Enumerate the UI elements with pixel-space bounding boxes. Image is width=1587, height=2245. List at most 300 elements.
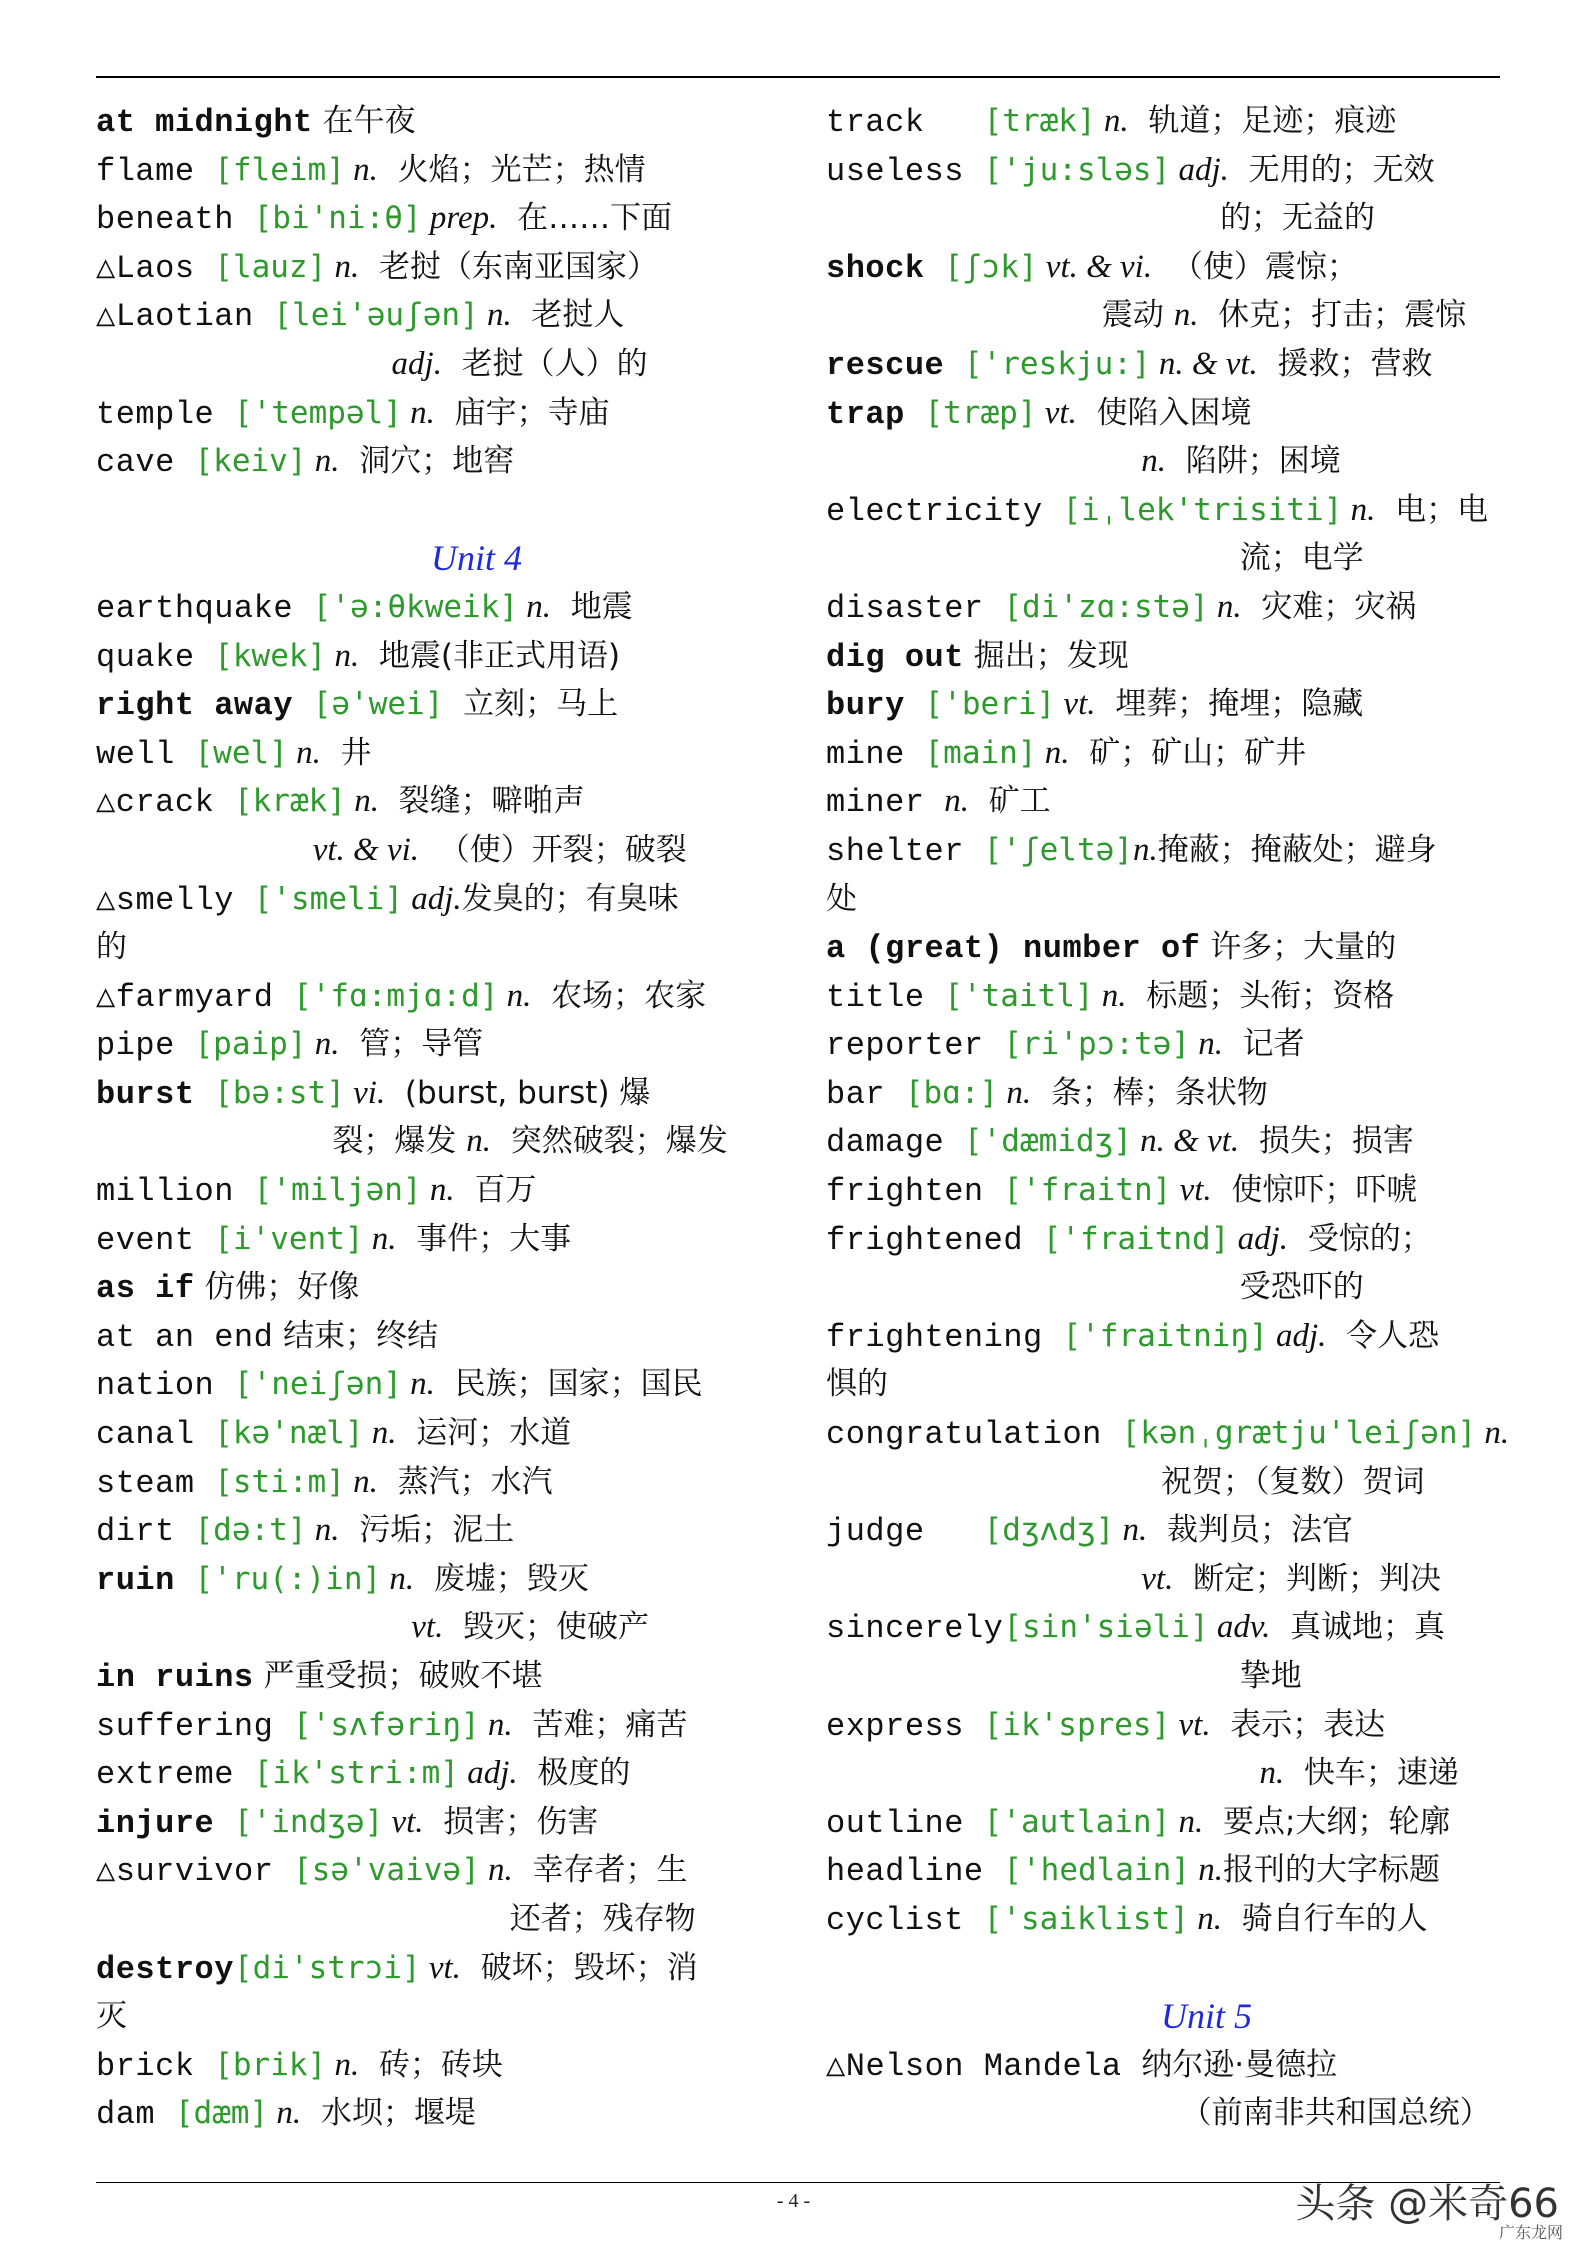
entry-line <box>96 1312 776 1361</box>
headword: shelter <box>826 832 984 870</box>
definition: 老挝（东南亚国家） <box>359 248 658 285</box>
headword: dirt <box>96 1513 195 1551</box>
headword-bold: in ruins <box>96 1659 254 1696</box>
part-of-speech: n. <box>1259 1755 1285 1792</box>
part-of-speech: n. <box>518 588 552 625</box>
phonetic: ['neiʃən] <box>233 1366 402 1403</box>
part-of-speech: adj. <box>1229 1220 1289 1257</box>
definition: (burst, burst) 爆 <box>385 1074 651 1111</box>
definition: 管；导管 <box>339 1026 484 1063</box>
headword: steam <box>96 1464 215 1502</box>
entry-line <box>826 486 1506 535</box>
definition: 援救；营救 <box>1257 345 1433 382</box>
phonetic: [də:t] <box>194 1512 307 1549</box>
part-of-speech: vt. <box>1055 686 1096 723</box>
definition: 掘出；发现 <box>963 637 1129 674</box>
headword-bold: injure <box>96 1804 234 1842</box>
entry-line <box>826 680 1506 729</box>
entry-line <box>96 1846 776 1895</box>
entry-line <box>96 1798 776 1847</box>
entry-line <box>826 632 1506 681</box>
definition: 矿工 <box>968 783 1051 820</box>
phonetic: ['smeli] <box>253 880 403 917</box>
entry-line <box>96 243 776 292</box>
entry-line <box>826 194 1506 243</box>
entry-line <box>96 972 776 1021</box>
definition: 毁灭；使破产 <box>443 1609 650 1646</box>
entry-line <box>826 729 1506 778</box>
headword: cave <box>96 444 195 482</box>
headword: frighten <box>826 1173 1004 1211</box>
watermark-sub: 广东龙网 <box>1498 2223 1563 2242</box>
definition: 在……下面 <box>497 200 673 237</box>
entry-line <box>96 1215 776 1264</box>
part-of-speech: vt. <box>383 1803 424 1840</box>
headword: suffering <box>96 1707 294 1745</box>
definition: （使）开裂；破裂 <box>419 831 687 868</box>
entry-line <box>826 534 1506 583</box>
headword: extreme <box>96 1756 254 1794</box>
part-of-speech: n. <box>287 734 321 771</box>
entry-line <box>96 486 776 535</box>
headword-bold: right away <box>96 687 313 725</box>
definition: 立刻；马上 <box>443 686 619 723</box>
definition: 地震 <box>551 588 633 625</box>
entry-line <box>826 1652 1506 1701</box>
phonetic: [lei'əuʃən] <box>273 297 479 334</box>
phonetic: [iˌlek'trisiti] <box>1062 491 1343 528</box>
phonetic: ['saiklist] <box>983 1900 1189 1937</box>
headword: frightening <box>826 1318 1063 1356</box>
entry-line <box>96 1117 776 1166</box>
header-rule <box>96 76 1500 78</box>
phonetic: ['dæmidʒ] <box>963 1123 1132 1160</box>
entry-line <box>96 340 776 389</box>
entry-line <box>96 1360 776 1409</box>
headword: △survivor <box>96 1853 294 1891</box>
definition: 受恐吓的 <box>1239 1269 1364 1306</box>
entry-line <box>826 437 1506 486</box>
headword <box>826 1270 1240 1307</box>
headword: nation <box>96 1367 234 1405</box>
part-of-speech: adj. <box>391 345 442 382</box>
phonetic: [di'strɔi] <box>233 1949 421 1986</box>
part-of-speech: n. <box>1188 1900 1222 1937</box>
headword <box>96 347 392 384</box>
part-of-speech: n. <box>1476 1415 1510 1452</box>
entry-line <box>96 1506 776 1555</box>
headword <box>826 2096 1181 2133</box>
part-of-speech: vt. <box>420 1949 461 1986</box>
part-of-speech: n. <box>1114 1512 1148 1549</box>
entry-line <box>96 1895 776 1944</box>
phonetic: [bɑ:] <box>904 1074 999 1111</box>
phonetic: ['ə:θkweik] <box>312 588 519 625</box>
headword <box>826 541 1240 578</box>
phonetic: [main] <box>924 734 1037 771</box>
phonetic: ['fɑ:mjɑ:d] <box>293 977 499 1014</box>
definition: 污垢；泥土 <box>339 1512 515 1549</box>
definition: 祝贺；（复数）贺词 <box>1160 1463 1425 1500</box>
definition: （前南非共和国总统） <box>1180 2095 1491 2132</box>
headword <box>826 444 1141 481</box>
headword: miner <box>826 784 945 822</box>
definition: 纳尔逊·曼德拉 <box>1141 2046 1338 2083</box>
headword: track <box>826 104 984 141</box>
part-of-speech: n. <box>306 1026 340 1063</box>
phonetic: ['tempəl] <box>233 394 402 431</box>
phonetic: ['miljən] <box>253 1172 422 1209</box>
definition: 苦难；痛苦 <box>512 1706 688 1743</box>
definition: 使惊吓；吓唬 <box>1211 1172 1418 1209</box>
entry-line <box>826 826 1506 875</box>
entry-line <box>826 1895 1506 1944</box>
headword: flame <box>96 152 215 190</box>
watermark: 头条 @米奇66 <box>1295 2181 1559 2227</box>
phonetic: [bi'ni:θ] <box>253 200 422 237</box>
definition: 陷阱；困境 <box>1166 443 1341 480</box>
phonetic: [dæm] <box>174 2095 269 2132</box>
part-of-speech: vt. & vi. <box>1037 248 1153 285</box>
headword <box>826 298 1102 335</box>
part-of-speech: vt. <box>1171 1172 1212 1209</box>
phonetic: [kræk] <box>233 783 346 820</box>
entry-line <box>96 437 776 486</box>
headword: brick <box>96 2047 215 2085</box>
phonetic: [lauz] <box>214 248 327 285</box>
entry-line <box>826 1020 1506 1069</box>
entry-line <box>96 1069 776 1118</box>
entry-line <box>96 97 776 146</box>
part-of-speech: vi. <box>344 1074 386 1111</box>
headword <box>826 1659 1240 1696</box>
entry-line <box>96 2041 776 2090</box>
entry-line <box>96 1944 776 1993</box>
part-of-speech: n. <box>1095 103 1129 139</box>
part-of-speech: adj. <box>1267 1317 1327 1354</box>
definition: 老挝人 <box>511 297 625 334</box>
entry-line <box>96 2089 776 2138</box>
definition: 民族；国家；国民 <box>434 1366 703 1403</box>
headword: useless <box>826 152 984 190</box>
phonetic: ['autlain] <box>983 1803 1171 1840</box>
headword: electricity <box>826 492 1063 530</box>
phonetic: [wel] <box>194 734 288 771</box>
phonetic: [i'vent] <box>214 1220 364 1257</box>
part-of-speech: n. <box>344 1463 378 1500</box>
definition: 庙宇；寺庙 <box>434 394 610 431</box>
entry-line <box>96 632 776 681</box>
entry-line <box>826 1458 1506 1507</box>
phonetic: [sti:m] <box>214 1463 345 1500</box>
headword-bold: a (great) number of <box>826 930 1201 968</box>
part-of-speech: n. <box>1189 1026 1223 1063</box>
part-of-speech: n. & vt. <box>1150 345 1258 382</box>
definition: 受惊的； <box>1288 1220 1432 1257</box>
phonetic: [ik'stri:m] <box>253 1755 459 1792</box>
headword-bold: bury <box>826 687 925 725</box>
headword: express <box>826 1707 984 1745</box>
entry-line <box>826 583 1506 632</box>
entry-line <box>826 1506 1506 1555</box>
phonetic: [kə'næl] <box>214 1415 364 1452</box>
entry-line <box>826 972 1506 1021</box>
entry-line <box>826 1409 1510 1458</box>
phonetic: ['ʃeltə] <box>983 831 1133 868</box>
entry-line <box>826 1263 1506 1312</box>
entry-line <box>96 1458 776 1507</box>
headword: well <box>96 735 195 773</box>
phonetic: [kwek] <box>214 637 327 674</box>
part-of-speech: n. <box>401 1366 435 1403</box>
unit-heading: Unit 5 <box>1160 1996 1252 2037</box>
part-of-speech: n. <box>326 2046 360 2083</box>
entry-line <box>826 1846 1506 1895</box>
entry-line <box>826 1944 1506 1993</box>
phonetic: [sin'siəli] <box>1003 1609 1209 1646</box>
headword-bold: rescue <box>826 346 964 384</box>
entry-line <box>96 583 776 632</box>
phonetic: [brik] <box>214 2046 327 2083</box>
entry-line <box>96 1263 776 1312</box>
phonetic: [ik'spres] <box>983 1706 1171 1743</box>
entry-line <box>826 1215 1506 1264</box>
part-of-speech: n. <box>363 1415 397 1452</box>
definition: 结束；终结 <box>273 1317 439 1354</box>
entry-line <box>826 1749 1506 1798</box>
entry-line <box>96 1166 776 1215</box>
part-of-speech: n. <box>1132 831 1158 868</box>
headword <box>96 1124 332 1161</box>
headword: million <box>96 1173 254 1211</box>
definition: 灭 <box>96 1998 127 2035</box>
definition: 无用的；无效 <box>1228 151 1435 188</box>
definition: 裂缝；噼啪声 <box>378 783 585 820</box>
definition: 休克；打击；震惊 <box>1198 297 1467 334</box>
part-of-speech: n. <box>326 248 360 285</box>
definition: 流；电学 <box>1239 540 1364 577</box>
phonetic: ['reskju:] <box>963 345 1151 382</box>
headword-bold: as if <box>96 1270 195 1308</box>
headword-bold: shock <box>826 249 945 287</box>
part-of-speech: n. <box>466 1123 492 1160</box>
headword <box>96 833 313 870</box>
definition: 发臭的；有臭味 <box>461 880 679 917</box>
headword: sincerely <box>826 1610 1004 1648</box>
entry-line <box>96 1409 776 1458</box>
definition: 掩蔽；掩蔽处；避身 <box>1157 831 1437 868</box>
entry-line <box>826 340 1506 389</box>
definition: 百万 <box>454 1172 537 1209</box>
entry-line <box>96 194 776 243</box>
phonetic: ['beri] <box>924 686 1056 723</box>
entry-line <box>96 826 776 875</box>
headword <box>826 2001 1161 2038</box>
definition: 骑自行车的人 <box>1221 1900 1428 1937</box>
definition: 裁判员；法官 <box>1147 1512 1353 1549</box>
definition: 震动 <box>1101 297 1174 334</box>
definition: 损失；损害 <box>1239 1123 1414 1160</box>
part-of-speech: n. & vt. <box>1131 1123 1240 1160</box>
entry-line <box>826 1555 1506 1604</box>
part-of-speech: n. <box>306 443 340 480</box>
definition: 井 <box>320 734 372 771</box>
headword: mine <box>826 735 925 773</box>
definition: 破坏；毁坏；消 <box>460 1949 698 1986</box>
phonetic: [træp] <box>924 394 1037 431</box>
headword: frightened <box>826 1221 1043 1259</box>
right-column <box>826 97 1510 2138</box>
part-of-speech: n. <box>479 1852 513 1889</box>
definition: 运河；水道 <box>396 1415 572 1452</box>
part-of-speech: vt. <box>1170 1706 1211 1743</box>
part-of-speech: n. <box>421 1172 455 1209</box>
part-of-speech: n. <box>326 637 360 674</box>
entry-line <box>96 1603 776 1652</box>
unit-heading: Unit 4 <box>430 538 522 579</box>
entry-line <box>96 146 776 195</box>
definition: 惧的 <box>826 1366 888 1403</box>
definition: 的 <box>96 929 127 966</box>
part-of-speech: n. <box>363 1220 397 1257</box>
definition: 洞穴；地窖 <box>339 443 515 480</box>
definition: 废墟；毁灭 <box>414 1560 589 1597</box>
entry-line <box>826 777 1506 826</box>
phonetic: [kənˌgrætju'leiʃən] <box>1121 1415 1477 1452</box>
definition: 的；无益的 <box>1220 200 1376 237</box>
entry-line <box>826 97 1506 146</box>
definition: 在午夜 <box>312 103 416 139</box>
entry-line <box>826 146 1506 195</box>
headword: △farmyard <box>96 978 294 1016</box>
definition: 幸存者；生 <box>512 1852 688 1889</box>
headword <box>826 1562 1141 1599</box>
headword-bold: destroy <box>96 1950 234 1988</box>
entry-line <box>826 389 1506 438</box>
phonetic: [ʃɔk] <box>944 248 1038 285</box>
part-of-speech: n. <box>268 2095 302 2132</box>
part-of-speech: n. <box>1208 588 1242 625</box>
entry-line <box>826 2089 1506 2138</box>
part-of-speech: n. <box>345 783 379 820</box>
part-of-speech: n. <box>498 977 532 1014</box>
entry-line <box>96 1992 776 2041</box>
phonetic: [sə'vaivə] <box>293 1852 480 1889</box>
entry-line <box>96 534 776 583</box>
definition: 令人恐 <box>1326 1317 1440 1354</box>
headword-bold: ruin <box>96 1561 195 1599</box>
headword: event <box>96 1221 215 1259</box>
entry-line <box>96 875 776 924</box>
phonetic: ['ju:sləs] <box>983 151 1171 188</box>
headword: △smelly <box>96 881 254 919</box>
footer-rule <box>96 2182 1500 2183</box>
headword: earthquake <box>96 589 313 627</box>
headword: title <box>826 978 945 1016</box>
entry-line <box>96 1652 776 1701</box>
entry-line <box>826 1166 1506 1215</box>
headword <box>826 1465 1161 1502</box>
definition: 记者 <box>1222 1026 1305 1063</box>
definition: 地震(非正式用语) <box>359 637 621 674</box>
phonetic: [dʒʌdʒ] <box>983 1512 1115 1549</box>
definition: 严重受损；破败不堪 <box>253 1658 543 1694</box>
part-of-speech: n. <box>306 1512 340 1549</box>
entry-line <box>826 1798 1506 1847</box>
phonetic: ['taitl] <box>944 977 1094 1014</box>
phonetic: ['indʒə] <box>233 1803 384 1840</box>
definition: 损害；伤害 <box>423 1803 599 1840</box>
phonetic: ['fraitniŋ] <box>1062 1317 1268 1354</box>
entry-line <box>826 1992 1506 2041</box>
headword: quake <box>96 638 215 676</box>
headword: pipe <box>96 1027 195 1065</box>
part-of-speech: prep. <box>421 200 498 237</box>
definition: 极度的 <box>517 1755 631 1792</box>
part-of-speech: adj. <box>403 880 462 917</box>
headword: △crack <box>96 784 234 822</box>
headword-bold: trap <box>826 395 925 433</box>
phonetic: ['ru(:)in] <box>194 1560 382 1597</box>
headword: △Laotian <box>96 298 274 336</box>
definition: 裂；爆发 <box>332 1123 467 1160</box>
part-of-speech: n. <box>479 1706 513 1743</box>
part-of-speech: vt. <box>1036 394 1077 431</box>
headword-bold: dig out <box>826 638 964 676</box>
headword: disaster <box>826 589 1004 627</box>
part-of-speech: n. <box>1141 443 1166 480</box>
part-of-speech: n. <box>344 151 378 188</box>
definition: 还者；残存物 <box>509 1900 696 1937</box>
headword: cyclist <box>826 1901 984 1939</box>
part-of-speech: n. <box>381 1560 415 1597</box>
headword <box>96 543 431 580</box>
definition: （使）震惊； <box>1152 248 1358 285</box>
part-of-speech: vt. <box>1141 1560 1174 1597</box>
left-column <box>96 97 776 2138</box>
entry-line <box>96 1020 776 1069</box>
entry-line <box>96 1749 776 1798</box>
definition: 要点;大纲；轮廓 <box>1203 1803 1451 1840</box>
entry-line <box>96 1555 776 1604</box>
headword <box>96 1902 510 1939</box>
definition: 电；电 <box>1375 491 1489 528</box>
headword: bar <box>826 1075 905 1113</box>
phonetic: [keiv] <box>194 443 307 480</box>
part-of-speech: adj. <box>1170 151 1229 188</box>
definition: 报刊的大字标题 <box>1222 1852 1440 1889</box>
entry-line <box>826 291 1506 340</box>
entry-line <box>826 1069 1506 1118</box>
entry-line <box>826 875 1506 924</box>
phonetic: ['fraitn] <box>1003 1172 1172 1209</box>
entry-line <box>96 680 776 729</box>
entry-line <box>96 777 776 826</box>
phonetic: [bə:st] <box>214 1074 345 1111</box>
headword: congratulation <box>826 1416 1122 1454</box>
definition: 火焰；光芒；热情 <box>377 151 646 188</box>
headword: beneath <box>96 201 254 239</box>
phonetic: [di'zɑ:stə] <box>1003 588 1209 625</box>
entry-line <box>826 1603 1506 1652</box>
phonetic: ['sʌfəriŋ] <box>293 1706 480 1743</box>
page-number: - 4 - <box>776 2190 811 2212</box>
definition: 条；棒；条状物 <box>1031 1074 1268 1111</box>
part-of-speech: adv. <box>1208 1609 1271 1646</box>
headword <box>826 201 1220 238</box>
headword <box>826 1756 1259 1793</box>
part-of-speech: n. <box>998 1074 1032 1111</box>
